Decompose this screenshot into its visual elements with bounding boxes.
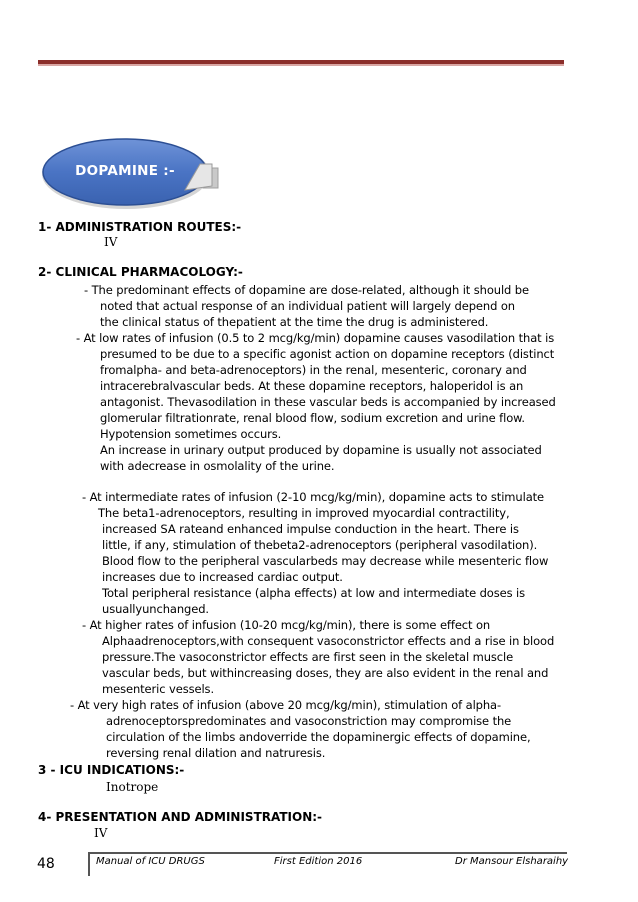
- section-heading-clinical-pharmacology: 2- CLINICAL PHARMACOLOGY:-: [38, 265, 243, 279]
- pharmacology-line: increased SA rateand enhanced impulse conduction in the heart. There is: [102, 522, 519, 536]
- pharmacology-line: antagonist. Thevasodilation in these vascular beds is accompanied by increased: [100, 395, 556, 409]
- presentation-value: IV: [94, 826, 108, 840]
- pharmacology-line: intracerebralvascular beds. At these dopamine receptors, haloperidol is an: [100, 379, 524, 393]
- header-rule-shadow: [38, 64, 564, 66]
- footer-rule: [90, 852, 567, 854]
- pharmacology-line: Total peripheral resistance (alpha effects) at low and intermediate doses is: [102, 586, 526, 600]
- pharmacology-line: little, if any, stimulation of thebeta2-adrenoceptors (peripheral vasodilation).: [102, 538, 538, 552]
- pharmacology-line: reversing renal dilation and natruresis.: [106, 746, 326, 760]
- pharmacology-line: - The predominant effects of dopamine are dose-related, although it should be: [84, 283, 529, 297]
- pharmacology-line: Blood flow to the peripheral vascularbeds may decrease while mesenteric flow: [102, 554, 549, 568]
- pharmacology-line: fromalpha- and beta-adrenoceptors) in the renal, mesenteric, coronary and: [100, 363, 527, 377]
- pharmacology-line: An increase in urinary output produced by dopamine is usually not associated: [100, 443, 542, 457]
- section-heading-presentation: 4- PRESENTATION AND ADMINISTRATION:-: [38, 810, 323, 824]
- footer-divider: [88, 852, 90, 876]
- pharmacology-line: mesenteric vessels.: [102, 682, 214, 696]
- footer-author: Dr Mansour Elsharaihy: [455, 856, 569, 867]
- section-heading-icu-indications: 3 - ICU INDICATIONS:-: [38, 763, 185, 777]
- pharmacology-line: glomerular filtrationrate, renal blood flow, sodium excretion and urine flow.: [100, 411, 525, 425]
- pharmacology-line: Alphaadrenoceptors,with consequent vasoconstrictor effects and a rise in blood: [102, 634, 555, 648]
- footer-book-title: Manual of ICU DRUGS: [96, 856, 205, 867]
- pharmacology-line: circulation of the limbs andoverride the dopaminergic effects of dopamine,: [106, 730, 531, 744]
- pharmacology-line: The beta1-adrenoceptors, resulting in improved myocardial contractility,: [98, 506, 510, 520]
- pharmacology-line: the clinical status of thepatient at the time the drug is administered.: [100, 315, 489, 329]
- pharmacology-line: - At higher rates of infusion (10-20 mcg/kg/min), there is some effect on: [82, 618, 491, 632]
- badge-title: DOPAMINE :-: [75, 163, 175, 179]
- pharmacology-line: vascular beds, but withincreasing doses, they are also evident in the renal and: [102, 666, 549, 680]
- pharmacology-line: - At very high rates of infusion (above 20 mcg/kg/min), stimulation of alpha-: [70, 698, 502, 712]
- pharmacology-line: - At intermediate rates of infusion (2-10 mcg/kg/min), dopamine acts to stimulate: [82, 490, 545, 504]
- pharmacology-line: adrenoceptorspredominates and vasoconstriction may compromise the: [106, 714, 512, 728]
- pharmacology-line: pressure.The vasoconstrictor effects are first seen in the skeletal muscle: [102, 650, 514, 664]
- page-number: 48: [37, 856, 55, 872]
- pharmacology-line: increases due to increased cardiac output.: [102, 570, 343, 584]
- pharmacology-line: Hypotension sometimes occurs.: [100, 427, 282, 441]
- icu-indications-value: Inotrope: [106, 780, 159, 794]
- pharmacology-line: noted that actual response of an individual patient will largely depend on: [100, 299, 515, 313]
- administration-routes-value: IV: [104, 235, 118, 249]
- section-heading-administration-routes: 1- ADMINISTRATION ROUTES:-: [38, 220, 242, 234]
- pharmacology-line: with adecrease in osmolality of the urine.: [100, 459, 335, 473]
- title-badge: [40, 128, 222, 218]
- pharmacology-line: usuallyunchanged.: [102, 602, 209, 616]
- footer-edition: First Edition 2016: [274, 856, 363, 867]
- pharmacology-line: presumed to be due to a specific agonist action on dopamine receptors (distinct: [100, 347, 555, 361]
- pharmacology-line: - At low rates of infusion (0.5 to 2 mcg/kg/min) dopamine causes vasodilation that is: [76, 331, 555, 345]
